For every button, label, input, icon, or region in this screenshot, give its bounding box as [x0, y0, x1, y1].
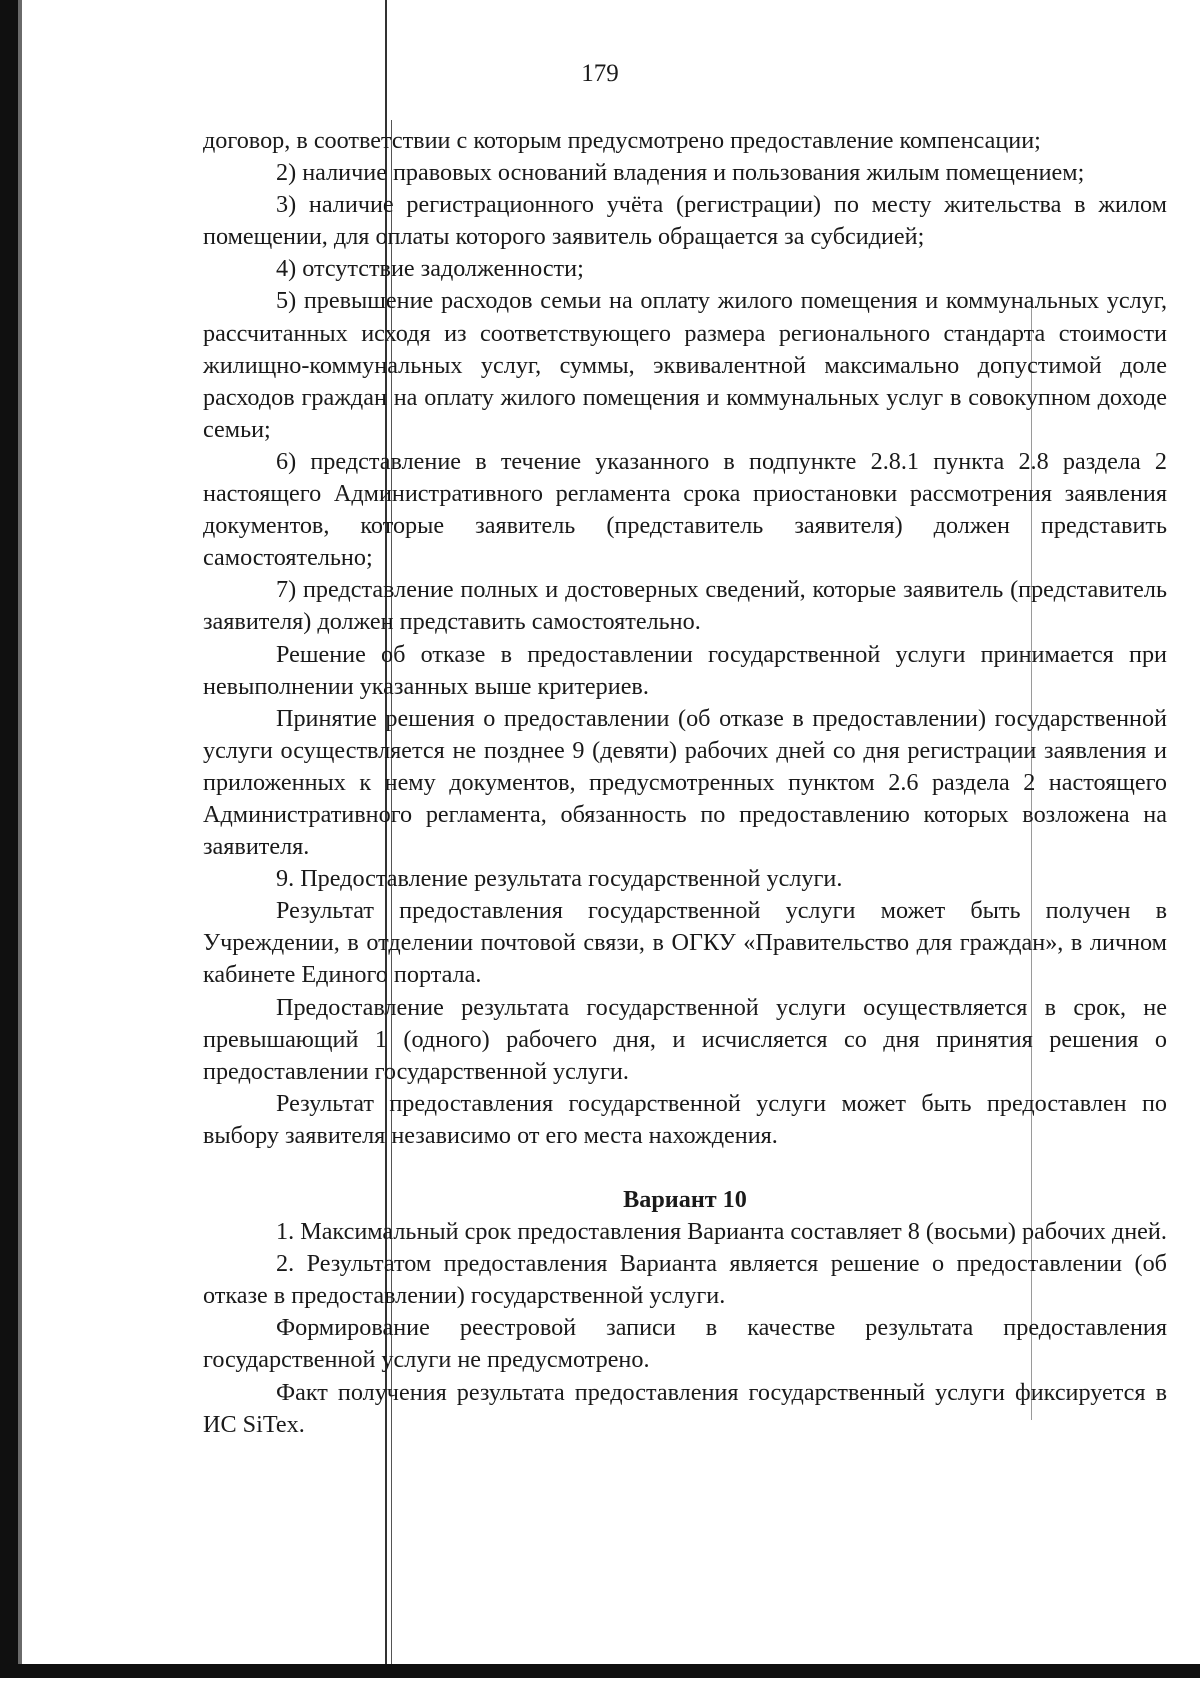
paragraph: 7) представление полных и достоверных сведений, которые заявитель (представитель заявителя) должен представить самостоятельно.: [203, 576, 1167, 636]
paragraph: Факт получения результата предоставления государственный услуги фиксируется в ИС SiTex.: [203, 1378, 1167, 1438]
page-number: 179: [581, 60, 619, 87]
paragraph: 1. Максимальный срок предоставления Варианта составляет 8 (восьми) рабочих дней.: [276, 1218, 1167, 1246]
paragraph: 5) превышение расходов семьи на оплату жилого помещения и коммунальных услуг, рассчитанных исходя из соответствующего размера регионального стандарта стоимости жилищно-коммунальных услуг, суммы, эквивалентной максимально допустимой доле расходов граждан на оплату жилого помещения и коммунальных услуг в совокупном доходе семьи;: [203, 287, 1167, 443]
section-heading: Вариант 10: [623, 1186, 747, 1213]
paragraph: 2. Результатом предоставления Варианта является решение о предоставлении (об отказе в предоставлении) государственной услуги.: [203, 1250, 1167, 1310]
paragraph: Формирование реестровой записи в качестве результата предоставления государственной услуги не предусмотрено.: [203, 1314, 1167, 1374]
paragraph: 3) наличие регистрационного учёта (регистрации) по месту жительства в жилом помещении, для оплаты которого заявитель обращается за субсидией;: [203, 191, 1167, 251]
paragraph: договор, в соответствии с которым предусмотрено предоставление компенсации;: [203, 127, 1041, 154]
scan-edge-left: [0, 0, 18, 1692]
document-body: [203, 125, 1167, 1441]
paragraph: Предоставление результата государственной услуги осуществляется в срок, не превышающий 1 (одного) рабочего дня, и исчисляется со дня принятия решения о предоставлении государственной услуги.: [203, 993, 1167, 1085]
paragraph: Решение об отказе в предоставлении государственной услуги принимается при невыполнении указанных выше критериев.: [203, 640, 1167, 700]
paragraph: Результат предоставления государственной услуги может быть получен в Учреждении, в отделении почтовой связи, в ОГКУ «Правительство для граждан», в личном кабинете Единого портала.: [203, 897, 1167, 989]
scan-edge-left-shade: [18, 0, 22, 1692]
scan-edge-bottom: [0, 1664, 1200, 1678]
paragraph: 4) отсутствие задолженности;: [276, 255, 584, 283]
paragraph: 2) наличие правовых оснований владения и пользования жилым помещением;: [276, 159, 1085, 187]
scan-bottom-margin: [0, 1678, 1200, 1692]
paragraph: 6) представление в течение указанного в подпункте 2.8.1 пункта 2.8 раздела 2 настоящего Административного регламента срока приостановки рассмотрения заявления документов, которые заявитель (представитель заявителя) должен представить самостоятельно;: [203, 447, 1167, 572]
paragraph: Результат предоставления государственной услуги может быть предоставлен по выбору заявителя независимо от его места нахождения.: [203, 1089, 1167, 1149]
paragraph: Принятие решения о предоставлении (об отказе в предоставлении) государственной услуги осуществляется не позднее 9 (девяти) рабочих дней со дня регистрации заявления и приложенных к нему документов, предусмотренных пунктом 2.6 раздела 2 настоящего Административного регламента, обязанность по предоставлению которых возложена на заявителя.: [203, 704, 1167, 861]
paragraph: 9. Предоставление результата государственной услуги.: [276, 865, 843, 893]
